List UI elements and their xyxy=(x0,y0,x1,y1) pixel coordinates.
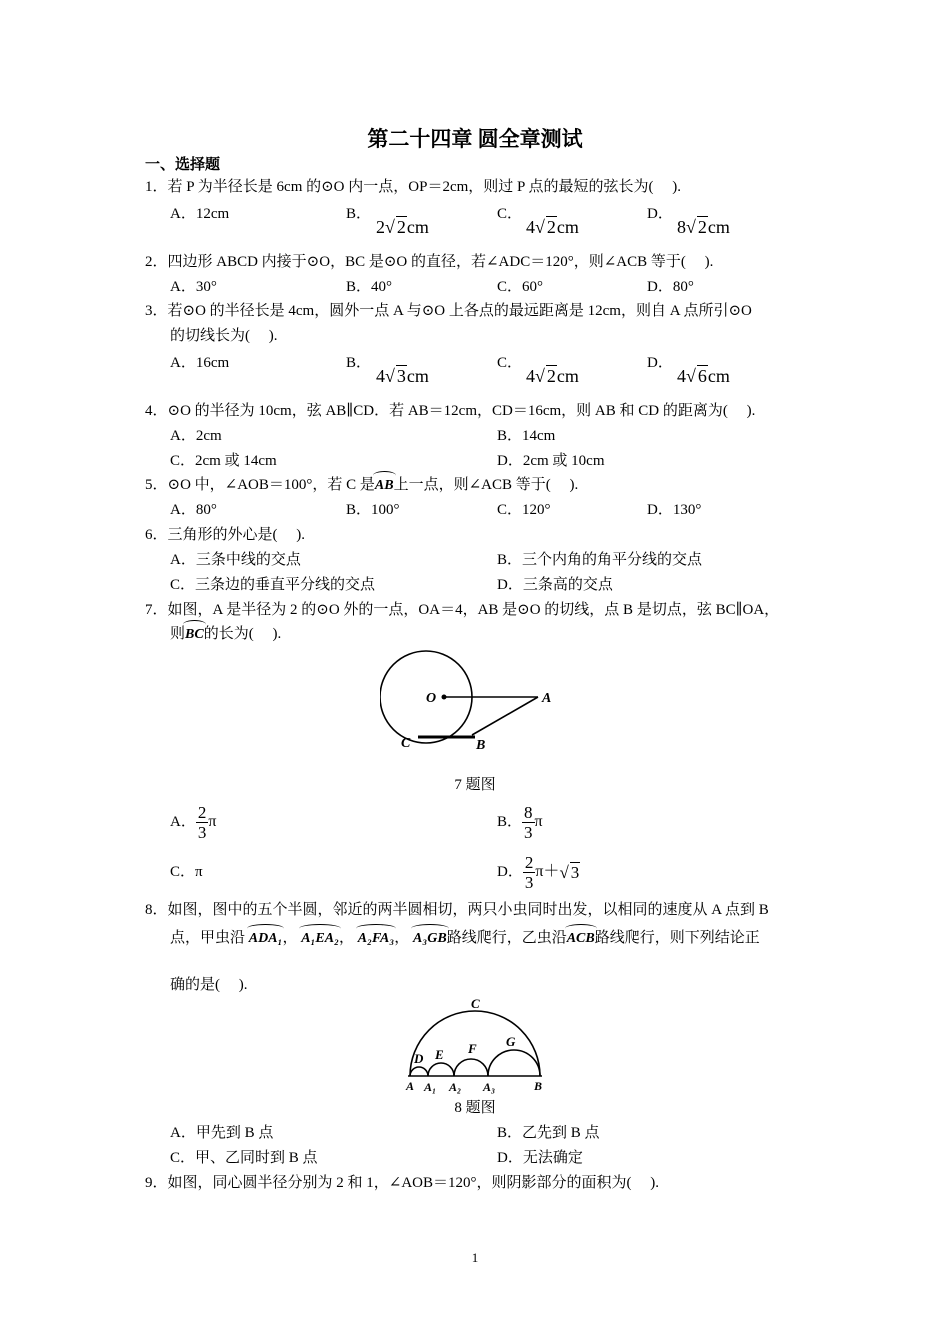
q3-option-b-value: 4√ 3cm xyxy=(376,366,429,386)
section-heading: 一、选择题 xyxy=(145,157,221,173)
question-3-stem: 3．若⊙O 的半径长是 4cm，圆外一点 A 与⊙O 上各点的最远距离是 12cm，则自 A 点所引⊙O xyxy=(145,303,752,319)
question-1-stem: 1．若 P 为半径长是 6cm 的⊙O 内一点，OP＝2cm，则过 P 点的最短的弦长为( ). xyxy=(145,179,682,195)
arc-a2fa3: A₂FA₃ xyxy=(358,929,395,949)
q6-option-b: B．三个内角的角平分线的交点 xyxy=(497,552,703,568)
q4-option-a: A．2cm xyxy=(170,428,222,444)
q2-option-a: A．30° xyxy=(170,279,217,295)
label-a: A xyxy=(542,691,552,706)
q1-option-a: A．12cm xyxy=(170,206,230,222)
label-g: G xyxy=(506,1034,516,1049)
q6-option-c: C．三条边的垂直平分线的交点 xyxy=(170,577,376,593)
q8-option-b: B．乙先到 B 点 xyxy=(497,1125,600,1141)
question-5-stem: 5．⊙O 中，∠AOB＝100°，若 C 是AB上一点，则∠ACB 等于( ). xyxy=(145,475,578,496)
page-title: 第二十四章 圆全章测试 xyxy=(367,127,583,151)
q7-option-d: D． $\frac{2}{3}$ π＋ √ 3 xyxy=(497,852,580,892)
q3-option-b-label: B． xyxy=(346,355,372,371)
q5-option-d: D．130° xyxy=(647,502,702,518)
q4-option-b: B．14cm xyxy=(497,428,556,444)
question-6-stem: 6．三角形的外心是( ). xyxy=(145,527,305,543)
semicircle-g xyxy=(488,1050,540,1076)
q1-option-d-label: D． xyxy=(647,206,673,222)
figure-8-caption: 8 题图 xyxy=(454,1100,496,1116)
label-a3: A₃ xyxy=(483,1080,496,1094)
semicircle-f xyxy=(454,1059,488,1076)
q4-option-d: D．2cm 或 10cm xyxy=(497,453,605,469)
q7-option-a: A． $\frac{2}{3}$ π xyxy=(170,802,217,842)
q7-option-b: B． $\frac{8}{3}$ π xyxy=(497,802,543,842)
q3-option-d-label: D． xyxy=(647,355,673,371)
q6-option-d: D．三条高的交点 xyxy=(497,577,613,593)
q8-option-d: D．无法确定 xyxy=(497,1150,583,1166)
figure-8-diagram xyxy=(400,993,550,1095)
label-d: D xyxy=(414,1051,424,1066)
arc-a1ea2: A₁EA₂ xyxy=(301,929,339,949)
segment-ab xyxy=(472,697,538,735)
figure-7-diagram xyxy=(380,645,580,755)
arc-a3gb: A₃GB xyxy=(413,929,447,949)
label-b: B xyxy=(534,1079,543,1093)
question-8-stem-cont: 点，甲虫沿 ADA₁， A₁EA₂， A₂FA₃， A₃GB路线爬行，乙虫沿ACB路线爬行，则下列结论正 xyxy=(170,928,760,949)
arc-acb: ACB xyxy=(567,929,595,949)
label-a2: A₂ xyxy=(449,1080,462,1094)
question-8-stem-end: 确的是( ). xyxy=(170,977,248,993)
q2-option-d: D．80° xyxy=(647,279,694,295)
q1-option-b-label: B． xyxy=(346,206,372,222)
label-e: E xyxy=(435,1047,444,1062)
q5-option-c: C．120° xyxy=(497,502,551,518)
arc-ada1: ADA₁ xyxy=(249,929,283,949)
q5-option-b: B．100° xyxy=(346,502,400,518)
question-8-stem: 8．如图，图中的五个半圆，邻近的两半圆相切，两只小虫同时出发，以相同的速度从 A 点到 B xyxy=(145,902,769,918)
q3-option-d-value: 4√ 6cm xyxy=(677,366,730,386)
label-o: O xyxy=(426,691,437,706)
question-4-stem: 4．⊙O 的半径为 10cm，弦 AB∥CD．若 AB＝12cm，CD＝16cm，则 AB 和 CD 的距离为( ). xyxy=(145,403,756,419)
label-a1: A₁ xyxy=(424,1080,437,1094)
q7-option-c: C．π xyxy=(170,864,203,880)
question-9-stem: 9．如图，同心圆半径分别为 2 和 1，∠AOB＝120°，则阴影部分的面积为( ). xyxy=(145,1175,659,1191)
q8-option-c: C．甲、乙同时到 B 点 xyxy=(170,1150,318,1166)
label-c: C xyxy=(401,736,411,751)
q2-option-b: B．40° xyxy=(346,279,393,295)
question-3-stem-cont: 的切线长为( ). xyxy=(170,328,278,344)
label-f: F xyxy=(468,1041,477,1056)
semicircle-d xyxy=(410,1067,428,1076)
q2-option-c: C．60° xyxy=(497,279,544,295)
q1-option-d-value: 8√ 2cm xyxy=(677,217,730,237)
question-7-stem-cont: 则BC的长为( ). xyxy=(170,624,281,645)
q4-option-c: C．2cm 或 14cm xyxy=(170,453,277,469)
q3-option-a: A．16cm xyxy=(170,355,230,371)
semicircle-e xyxy=(428,1063,454,1076)
q1-option-b-value: 2√ 2cm xyxy=(376,217,429,237)
label-c: C xyxy=(471,996,480,1011)
q8-option-a: A．甲先到 B 点 xyxy=(170,1125,274,1141)
q1-option-c-label: C． xyxy=(497,206,523,222)
q3-option-c-value: 4√ 2cm xyxy=(526,366,579,386)
q3-option-c-label: C． xyxy=(497,355,523,371)
question-7-stem: 7．如图，A 是半径为 2 的⊙O 外的一点，OA＝4，AB 是⊙O 的切线，点 B 是切点，弦 BC∥OA， xyxy=(145,602,780,618)
figure-7-caption: 7 题图 xyxy=(454,777,496,793)
q6-option-a: A．三条中线的交点 xyxy=(170,552,301,568)
arc-bc: BC xyxy=(185,625,204,645)
q1-option-c-value: 4√ 2cm xyxy=(526,217,579,237)
label-a: A xyxy=(406,1079,415,1093)
q5-option-a: A．80° xyxy=(170,502,217,518)
question-2-stem: 2．四边形 ABCD 内接于⊙O，BC 是⊙O 的直径，若∠ADC＝120°，则∠ACB 等于( ). xyxy=(145,254,714,270)
page-number: 1 xyxy=(471,1250,479,1265)
label-b: B xyxy=(476,738,486,753)
arc-ab: AB xyxy=(375,476,394,496)
